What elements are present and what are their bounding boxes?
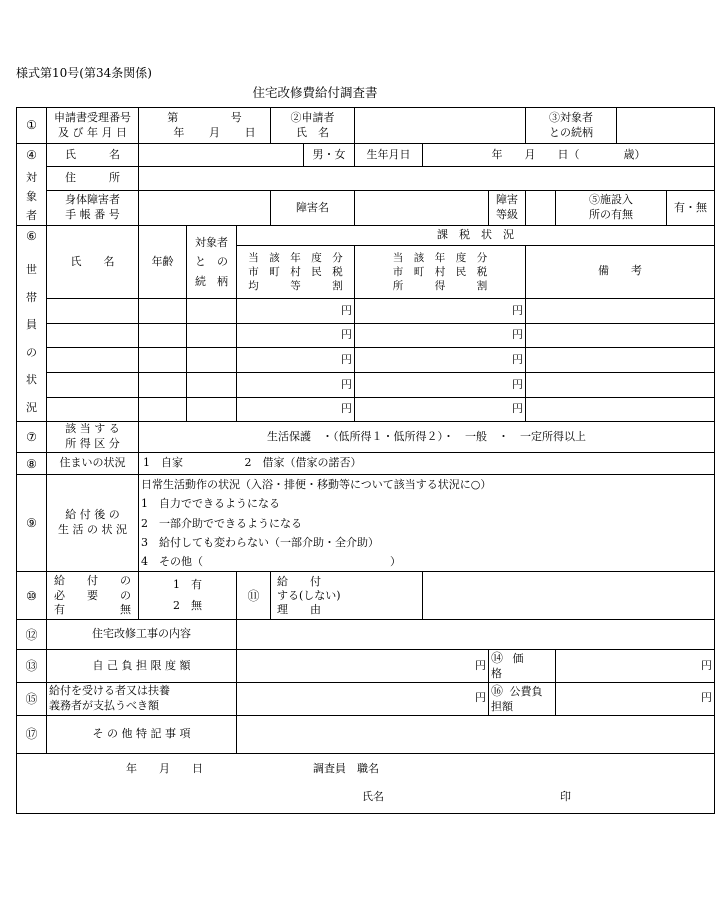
relationship-field[interactable]: [617, 108, 715, 144]
member-name-cell[interactable]: [47, 397, 139, 422]
num-1: ①: [17, 108, 47, 144]
work-label: 住宅改修工事の内容: [47, 620, 237, 650]
reason-label: 給 付 する(しない) 理 由: [271, 572, 423, 620]
remarks-cell[interactable]: [526, 397, 715, 422]
num-17: ⑰: [17, 715, 47, 753]
member-age-cell[interactable]: [139, 299, 187, 324]
seal-mark: 印: [560, 789, 571, 803]
col-name-header: 氏 名: [47, 226, 139, 299]
member-name-cell[interactable]: [47, 373, 139, 398]
remarks-header: 備 考: [526, 245, 715, 299]
col-age-header: 年齢: [139, 226, 187, 299]
tax-income-cell[interactable]: 円: [355, 299, 526, 324]
tax-status-header: 課 税 状 況: [237, 226, 715, 245]
public-share-label: ⑯ 公費負担額: [489, 683, 556, 716]
subject-side-label: ④ 対象者: [17, 144, 47, 226]
member-rel-cell[interactable]: [187, 397, 237, 422]
num-10: ⑩: [17, 572, 47, 620]
member-name-cell[interactable]: [47, 323, 139, 348]
member-rel-cell[interactable]: [187, 348, 237, 373]
remarks-cell[interactable]: [526, 299, 715, 324]
housing-row: [17, 453, 715, 475]
tax-income-cell[interactable]: 円: [355, 323, 526, 348]
notes-label: そ の 他 特 記 事 項: [47, 715, 237, 753]
num-11: ⑪: [237, 572, 271, 620]
form-number: 様式第10号(第34条関係): [16, 66, 152, 80]
notes-field[interactable]: [237, 715, 715, 753]
num-15: ⑮: [17, 683, 47, 716]
necessity-row: [17, 572, 715, 620]
income-options[interactable]: 生活保護 ・（低所得１・低所得２）・ 一般 ・ 一定所得以上: [139, 422, 715, 453]
address-label: 住 所: [47, 167, 139, 190]
reason-field[interactable]: [423, 572, 715, 620]
receipt-number-field[interactable]: 第 号 年 月 日: [139, 108, 271, 144]
limit-label: 自 己 負 担 限 度 額: [47, 650, 237, 683]
member-age-cell[interactable]: [139, 323, 187, 348]
housing-options[interactable]: 1 自家 2 借家（借家の諾否）: [139, 453, 715, 475]
household-side-label: ⑥ 世帯員の状況: [17, 226, 47, 422]
household-member-row: [17, 397, 715, 422]
work-field[interactable]: [237, 620, 715, 650]
remarks-cell[interactable]: [526, 348, 715, 373]
cert-number-field[interactable]: [139, 190, 271, 226]
subject-address-row: [17, 167, 715, 190]
household-member-row: [17, 299, 715, 324]
subject-name-label: 氏 名: [47, 144, 139, 167]
tax-equal-cell[interactable]: 円: [237, 397, 355, 422]
inspector-name[interactable]: 氏名: [362, 789, 384, 803]
household-member-row: [17, 348, 715, 373]
dob-field[interactable]: 年 月 日（ 歳）: [423, 144, 715, 167]
member-name-cell[interactable]: [47, 299, 139, 324]
member-age-cell[interactable]: [139, 348, 187, 373]
payer-row: [17, 683, 715, 716]
life-options[interactable]: 日常生活動作の状況（入浴・排便・移動等について該当する状況に○） 1 自力でできるようになる 2 一部介助でできるようになる 3 給付しても変わらない（一部介助・全介助） 4 その他（ ）: [139, 475, 715, 572]
member-rel-cell[interactable]: [187, 299, 237, 324]
member-rel-cell[interactable]: [187, 373, 237, 398]
num-12: ⑫: [17, 620, 47, 650]
disability-name-label: 障害名: [271, 190, 355, 226]
footer-row: [17, 753, 715, 813]
tax-equal-cell[interactable]: 円: [237, 323, 355, 348]
sex-option[interactable]: 男・女: [304, 144, 355, 167]
num-8: ⑧: [17, 453, 47, 475]
work-row: [17, 620, 715, 650]
price-label: ⑭ 価 格: [489, 650, 556, 683]
household-member-row: [17, 373, 715, 398]
limit-field[interactable]: 円: [237, 650, 489, 683]
inspector-title[interactable]: 調査員 職名: [313, 761, 379, 775]
tax-equal-cell[interactable]: 円: [237, 299, 355, 324]
facility-option[interactable]: 有・無: [667, 190, 715, 226]
household-member-row: [17, 323, 715, 348]
tax-income-cell[interactable]: 円: [355, 373, 526, 398]
disability-grade-field[interactable]: [526, 190, 556, 226]
applicant-name-label: ②申請者 氏 名: [271, 108, 355, 144]
member-age-cell[interactable]: [139, 373, 187, 398]
housing-label: 住まいの状況: [47, 453, 139, 475]
payer-field[interactable]: 円: [237, 683, 489, 716]
income-label: 該 当 す る 所 得 区 分: [47, 422, 139, 453]
tax-income-header: 当 該 年 度 分 市 町 村 民 税 所 得 割: [355, 245, 526, 299]
household-header-row-1: [17, 226, 715, 245]
member-name-cell[interactable]: [47, 348, 139, 373]
survey-date[interactable]: 年 月 日: [126, 761, 203, 775]
signature-area: [17, 753, 715, 813]
member-age-cell[interactable]: [139, 397, 187, 422]
limit-row: [17, 650, 715, 683]
disability-grade-label: 障害 等級: [489, 190, 526, 226]
subject-name-field[interactable]: [139, 144, 304, 167]
application-row: [17, 108, 715, 144]
income-row: [17, 422, 715, 453]
public-share-field[interactable]: 円: [556, 683, 715, 716]
receipt-label: 申請書受理番号 及 び 年 月 日: [47, 108, 139, 144]
num-13: ⑬: [17, 650, 47, 683]
survey-form-table: [16, 107, 715, 814]
num-9: ⑨: [17, 475, 47, 572]
facility-label: ⑤施設入 所の有無: [556, 190, 667, 226]
notes-row: [17, 715, 715, 753]
price-field[interactable]: 円: [556, 650, 715, 683]
subject-cert-row: [17, 190, 715, 226]
relationship-label: ③対象者 との続柄: [526, 108, 617, 144]
tax-equal-header: 当 該 年 度 分 市 町 村 民 税 均 等 割: [237, 245, 355, 299]
payer-label: 給付を受ける者又は扶養 義務者が支払うべき額: [47, 683, 237, 716]
disability-name-field[interactable]: [355, 190, 489, 226]
remarks-cell[interactable]: [526, 323, 715, 348]
tax-income-cell[interactable]: 円: [355, 397, 526, 422]
member-rel-cell[interactable]: [187, 323, 237, 348]
life-label: 給 付 後 の 生 活 の 状 況: [47, 475, 139, 572]
tax-equal-cell[interactable]: 円: [237, 373, 355, 398]
tax-income-cell[interactable]: 円: [355, 348, 526, 373]
tax-equal-cell[interactable]: 円: [237, 348, 355, 373]
cert-label: 身体障害者 手 帳 番 号: [47, 190, 139, 226]
address-field[interactable]: [139, 167, 715, 190]
applicant-name-field[interactable]: [355, 108, 526, 144]
form-title: 住宅改修費給付調査書: [252, 85, 378, 100]
necessity-label: 給 付 の 必 要 の 有 無: [47, 572, 139, 620]
dob-label: 生年月日: [355, 144, 423, 167]
remarks-cell[interactable]: [526, 373, 715, 398]
subject-name-row: [17, 144, 715, 167]
necessity-options[interactable]: 1 有 2 無: [139, 572, 237, 620]
col-relationship-header: 対象者 と の 続 柄: [187, 226, 237, 299]
life-row: [17, 475, 715, 572]
num-7: ⑦: [17, 422, 47, 453]
